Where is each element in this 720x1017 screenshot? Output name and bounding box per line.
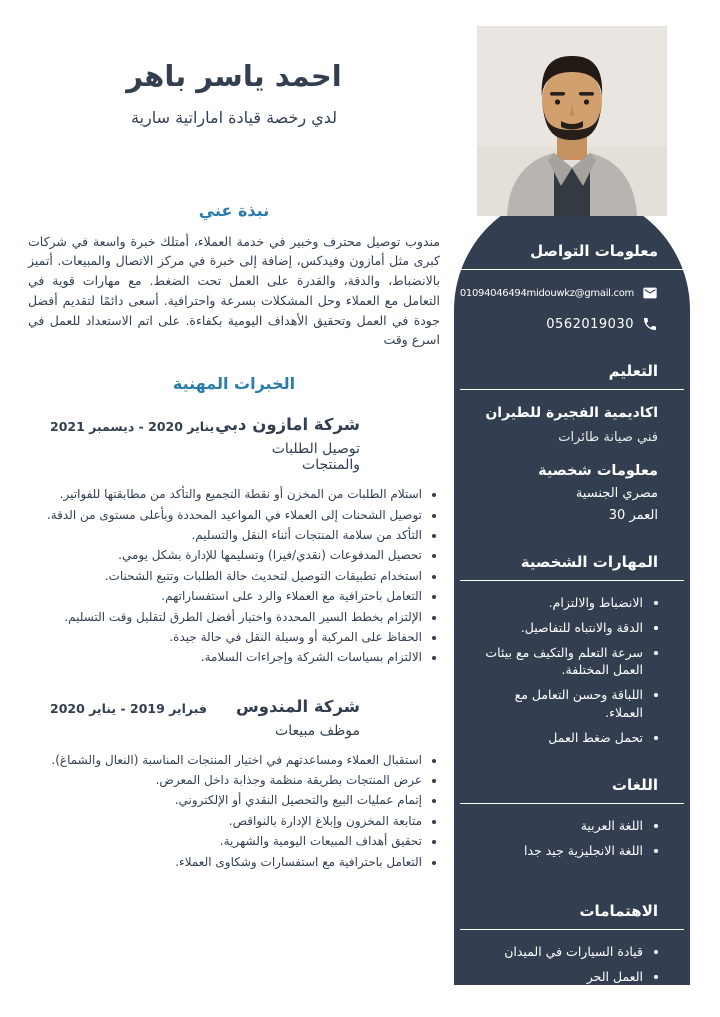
company-name: شركة المندوس (235, 696, 360, 716)
job-title-block (236, 697, 360, 739)
job-duty: • التأكد من سلامة المنتجات أثناء النقل والتسليم. (28, 527, 422, 544)
skill-item: • الانضباط والالتزام. (474, 594, 643, 612)
interest-item: • قيادة السيارات في الميدان (474, 943, 643, 961)
company-name: شركة امازون دبي (215, 415, 360, 435)
job-duties-list (28, 486, 440, 667)
about-section (28, 201, 440, 351)
job-duty: • استخدام تطبيقات التوصيل لتحديث حالة الطلبات وتتبع الشحنات. (28, 568, 422, 585)
job-duty: • تحقيق أهداف المبيعات اليومية والشهرية. (28, 833, 422, 850)
divider (460, 389, 684, 390)
personal-info-item: مصري الجنسية (575, 486, 658, 501)
job-header (28, 697, 440, 739)
job-duty: • الإلتزام بخطط السير المحددة واختيار أفضل الطرق لتقليل وقت التسليم. (28, 609, 422, 626)
personal-info-heading: معلومات شخصية (538, 463, 658, 479)
job-role: موظف مبيعات (275, 722, 360, 739)
interests-heading: الاهتمامات (579, 901, 658, 920)
interests-list (474, 943, 658, 1010)
job-duty: • استلام الطلبات من المخزن أو نقطة التجميع والتأكد من مطابقتها للفواتير. (28, 486, 422, 503)
skill-item: • سرعة التعلم والتكيف مع بيئات العمل المختلفة. (474, 644, 643, 680)
education-heading: التعليم (608, 362, 658, 380)
experience-heading: الخبرات المهنية (172, 374, 296, 394)
divider (460, 803, 684, 804)
job-dates: فبراير 2019 - يناير 2020 (50, 700, 207, 716)
job-duty: • تحصيل المدفوعات (نقدي/فيزا) وتسليمها للإدارة بشكل يومي. (28, 547, 422, 564)
job-duty: • التعامل باحترافية مع استفسارات وشكاوى العملاء. (28, 854, 422, 871)
interest-item: • العمل الحر (474, 968, 643, 986)
skills-list (474, 594, 658, 746)
job-entry-almandoos (28, 697, 440, 871)
interests-section (474, 902, 658, 1010)
languages-heading: اللغات (611, 776, 658, 795)
job-duty: • متابعة المخزون وإبلاغ الإدارة بالنواقص. (28, 813, 422, 830)
sidebar-content (454, 192, 690, 1017)
candidate-tagline: لدي رخصة قيادة اماراتية سارية (130, 107, 338, 127)
education-school: اكاديمية الفجيرة للطيران (485, 405, 658, 421)
education-degree: فني صيانة طائرات (558, 430, 658, 445)
personal-info-item: العمر 30 (608, 508, 658, 523)
candidate-name: احمد ياسر باهر (126, 59, 342, 93)
phone-row (474, 316, 658, 332)
contact-section (459, 242, 658, 332)
divider (460, 580, 684, 581)
job-dates: يناير 2020 - ديسمبر 2021 (50, 419, 215, 435)
profile-photo (477, 26, 667, 216)
language-item: • اللغة الانجليزية جيد جدا (474, 842, 643, 860)
experience-section (28, 374, 440, 871)
languages-list (474, 817, 658, 860)
phone-icon (642, 316, 658, 332)
language-item: • اللغة العربية (474, 817, 643, 835)
divider (460, 269, 684, 270)
job-duty: • الحفاظ على المركبة أو وسيلة النقل في حالة جيدة. (28, 629, 422, 646)
skills-section (474, 553, 658, 746)
job-duty: • توصيل الشحنات إلى العملاء في المواعيد المحددة وبأعلى مستوى من الدقة. (28, 507, 422, 524)
job-duty: • الالتزام بسياسات الشركة وإجراءات السلامة. (28, 649, 422, 666)
email-value: 01094046494midouwkz@gmail.com (459, 287, 634, 299)
job-duties-list (28, 752, 440, 871)
sidebar (454, 192, 690, 1009)
job-title-block (214, 415, 360, 473)
about-heading: نبذة عني (198, 200, 270, 220)
skill-item: • الدقة والانتباه للتفاصيل. (474, 619, 643, 637)
job-header (28, 415, 440, 473)
skills-heading: المهارات الشخصية (520, 553, 658, 571)
envelope-icon (642, 285, 658, 301)
job-duty: • التعامل باحترافية مع العملاء والرد على استفساراتهم. (28, 588, 422, 605)
main-column (28, 58, 440, 874)
skill-item: • اللباقة وحسن التعامل مع العملاء. (474, 686, 643, 722)
email-row (459, 285, 658, 301)
education-section (474, 362, 658, 523)
job-entry-amazon (28, 415, 440, 667)
skill-item: • تحمل ضغط العمل (474, 729, 643, 747)
job-role: توصيل الطلبات والمنتجات (271, 441, 360, 474)
job-duty: • استقبال العملاء ومساعدتهم في اختيار المنتجات المناسبة (النعال والشماغ). (28, 752, 422, 769)
phone-value: 0562019030 (546, 316, 634, 332)
contact-heading: معلومات التواصل (530, 242, 658, 260)
job-duty: • إتمام عمليات البيع والتحصيل النقدي أو الإلكتروني. (28, 792, 422, 809)
about-text: مندوب توصيل محترف وخبير في خدمة العملاء، أمتلك خبرة واسعة في شركات كبرى مثل أمازون وفيدكس، إضافة إلى خبرة في مركز الاتصال والمبيعات. أتميز بالانضباط، والدقة، والقدرة على العمل تحت الضغط. مع مهارات قوية في التعامل مع العملاء وحل المشكلات بسرعة واحترافية. أسعى دائمًا لتقديم أفضل جودة في العمل وتحقيق الأهداف اليومية بكفاءة. على اتم الاستعداد للعمل في اسرع وقت (28, 233, 440, 348)
job-duty: • عرض المنتجات بطريقة منظمة وجذابة داخل المعرض. (28, 772, 422, 789)
languages-section (474, 776, 658, 860)
divider (460, 929, 684, 930)
interest-item: • العمل لدي الشركات الكبري (474, 992, 643, 1010)
person-portrait-illustration (477, 26, 667, 216)
